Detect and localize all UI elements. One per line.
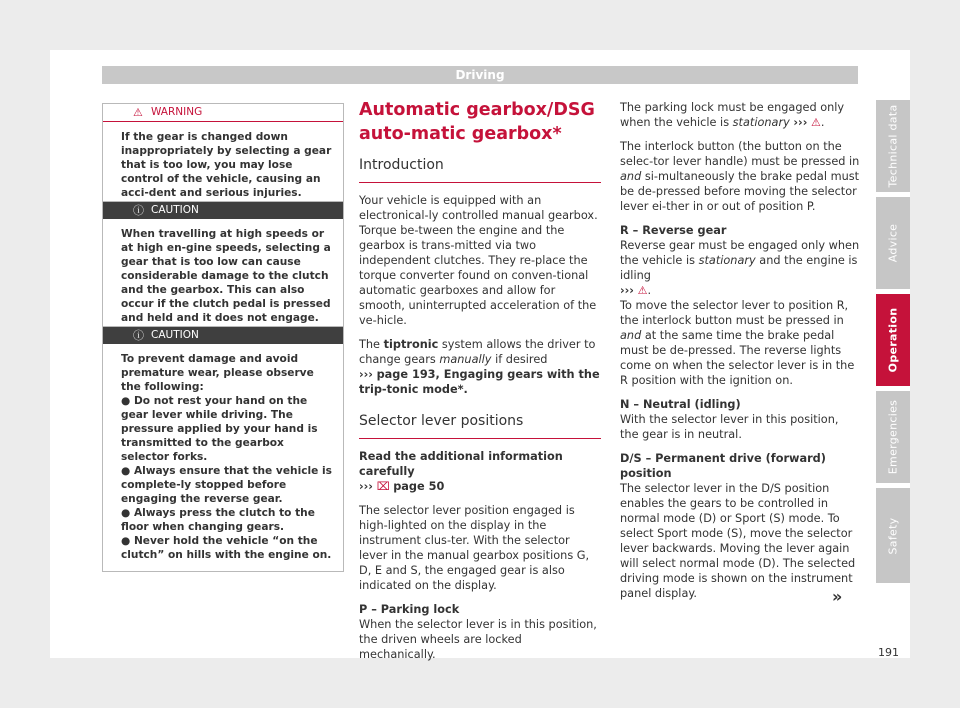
caution-text-1: When travelling at high speeds or at high en-gine speeds, selecting a gear that is too low can cause considerable damage to the clutch and the gearbox. This can also occur if the clutch pedal is pressed and held and it does not engage. — [121, 228, 331, 324]
selector-section-block — [359, 406, 601, 439]
tiptronic-paragraph: The tiptronic system allows the driver to change gears manually if desired ››› page 193, Engaging gears with the trip-tonic mode*. — [359, 338, 600, 396]
reverse-heading: R – Reverse gear — [620, 224, 727, 237]
parking-lock-paragraph: The parking lock must be engaged only when the vehicle is stationary ››› ⚠. — [620, 101, 845, 129]
section-heading: Selector lever positions — [359, 413, 524, 429]
caution-body-2 — [103, 344, 343, 571]
link-arrow: ››› — [359, 368, 373, 381]
caution-intro: To prevent damage and avoid premature wear, please observe the following: — [121, 353, 314, 393]
page-link[interactable]: page 193, Engaging gears with the trip-tonic mode* — [359, 368, 600, 396]
neutral-heading: N – Neutral (idling) — [620, 398, 741, 411]
tab-emergencies[interactable]: Emergencies — [876, 391, 910, 483]
neutral-paragraph: N – Neutral (idling) With the selector lever in this position, the gear is in neutral. — [620, 398, 839, 441]
tab-operation[interactable]: Operation — [876, 294, 910, 386]
caution-label-2: CAUTION — [151, 329, 199, 341]
subtitle: Introduction — [359, 157, 444, 173]
read-more: Read the additional information carefully ››› ⌧ page 50 — [359, 450, 563, 493]
page-link[interactable]: page 50 — [393, 480, 445, 493]
warning-icon: ⚠ — [637, 284, 648, 297]
parking-heading: P – Parking lock — [359, 603, 460, 616]
continue-icon: » — [832, 587, 843, 606]
caution-header-2 — [103, 327, 343, 344]
caution-bullet: ● Always ensure that the vehicle is complete-ly stopped before engaging the reverse gear. — [121, 465, 332, 505]
warning-label: WARNING — [151, 106, 203, 118]
link-arrow: ››› — [620, 284, 634, 297]
tab-advice[interactable]: Advice — [876, 197, 910, 289]
warning-icon: ⚠ — [810, 116, 821, 129]
intro-paragraph: Your vehicle is equipped with an electronical-ly controlled manual gearbox. Torque be-tween the engine and the gearbox is trans-mitted via two independent clutches. They re-place the torque converter found on conven-tional automatic gearboxes and allow for smooth, uninterrupted acceleration of the ve-hicle. — [359, 194, 598, 327]
warning-text: If the gear is changed down inappropriately by selecting a gear that is too low, you may lose control of the vehicle, causing an acci-dent and serious injuries. — [121, 131, 332, 199]
page-number: 191 — [878, 646, 899, 659]
caution-box-2 — [102, 326, 344, 572]
drive-heading: D/S – Permanent drive (forward) position — [620, 452, 826, 480]
link-arrow: ››› — [359, 480, 373, 493]
caution-icon: ⓘ — [133, 329, 144, 342]
warning-box — [102, 103, 344, 210]
book-icon: ⌧ — [376, 480, 390, 493]
section-heading-block — [359, 98, 601, 183]
page-title: Automatic gearbox/DSG auto-matic gearbox* — [359, 100, 595, 144]
caution-bullet: ● Always press the clutch to the floor when changing gears. — [121, 507, 315, 533]
middle-column — [359, 98, 601, 671]
caution-bullet: ● Do not rest your hand on the gear lever while driving. The pressure applied by your hand is transmitted to the gearbox selector forks. — [121, 395, 318, 463]
caution-box-1 — [102, 201, 344, 335]
drive-paragraph: D/S – Permanent drive (forward) position The selector lever in the D/S position enables the gears to be controlled in normal mode (D) or Sport (S) mode. To select Sport mode (S), move the selector lever backwards. Moving the lever again will select normal mode (D). The selected driving mode is shown on the instrument panel display. — [620, 452, 856, 600]
caution-header-1 — [103, 202, 343, 219]
tab-technical-data[interactable]: Technical data — [876, 100, 910, 192]
caution-bullet: ● Never hold the vehicle “on the clutch” on hills with the engine on. — [121, 535, 332, 561]
link-arrow: ››› — [793, 116, 808, 129]
caution-label-1: CAUTION — [151, 204, 199, 216]
interlock-paragraph: The interlock button (the button on the selec-tor lever handle) must be pressed in and si-multaneously the brake pedal must be de-pressed before moving the selector lever ei-ther in or out of position P. — [620, 140, 860, 213]
tab-safety[interactable]: Safety — [876, 488, 910, 583]
parking-paragraph: P – Parking lock When the selector lever is in this position, the driven wheels are locked mechanically. — [359, 603, 597, 661]
chapter-header: Driving — [102, 66, 858, 84]
display-paragraph: The selector lever position engaged is high-lighted on the display in the instrument clus-ter. With the selector lever in the manual gearbox positions G, D, E and S, the engaged gear is also indicated on the display. — [359, 504, 590, 592]
warning-icon: ⚠ — [133, 106, 143, 119]
warning-header — [103, 104, 343, 122]
reverse-paragraph: R – Reverse gear Reverse gear must be engaged only when the vehicle is stationary and the engine is idling ››› ⚠. To move the selector lever to position R, the interlock button must be pressed in and at the same time the brake pedal must be de-pressed. The reverse lights come on when the selector lever is in the R position with the ignition on. — [620, 224, 860, 387]
caution-icon: ⓘ — [133, 204, 144, 217]
right-column — [620, 100, 860, 610]
